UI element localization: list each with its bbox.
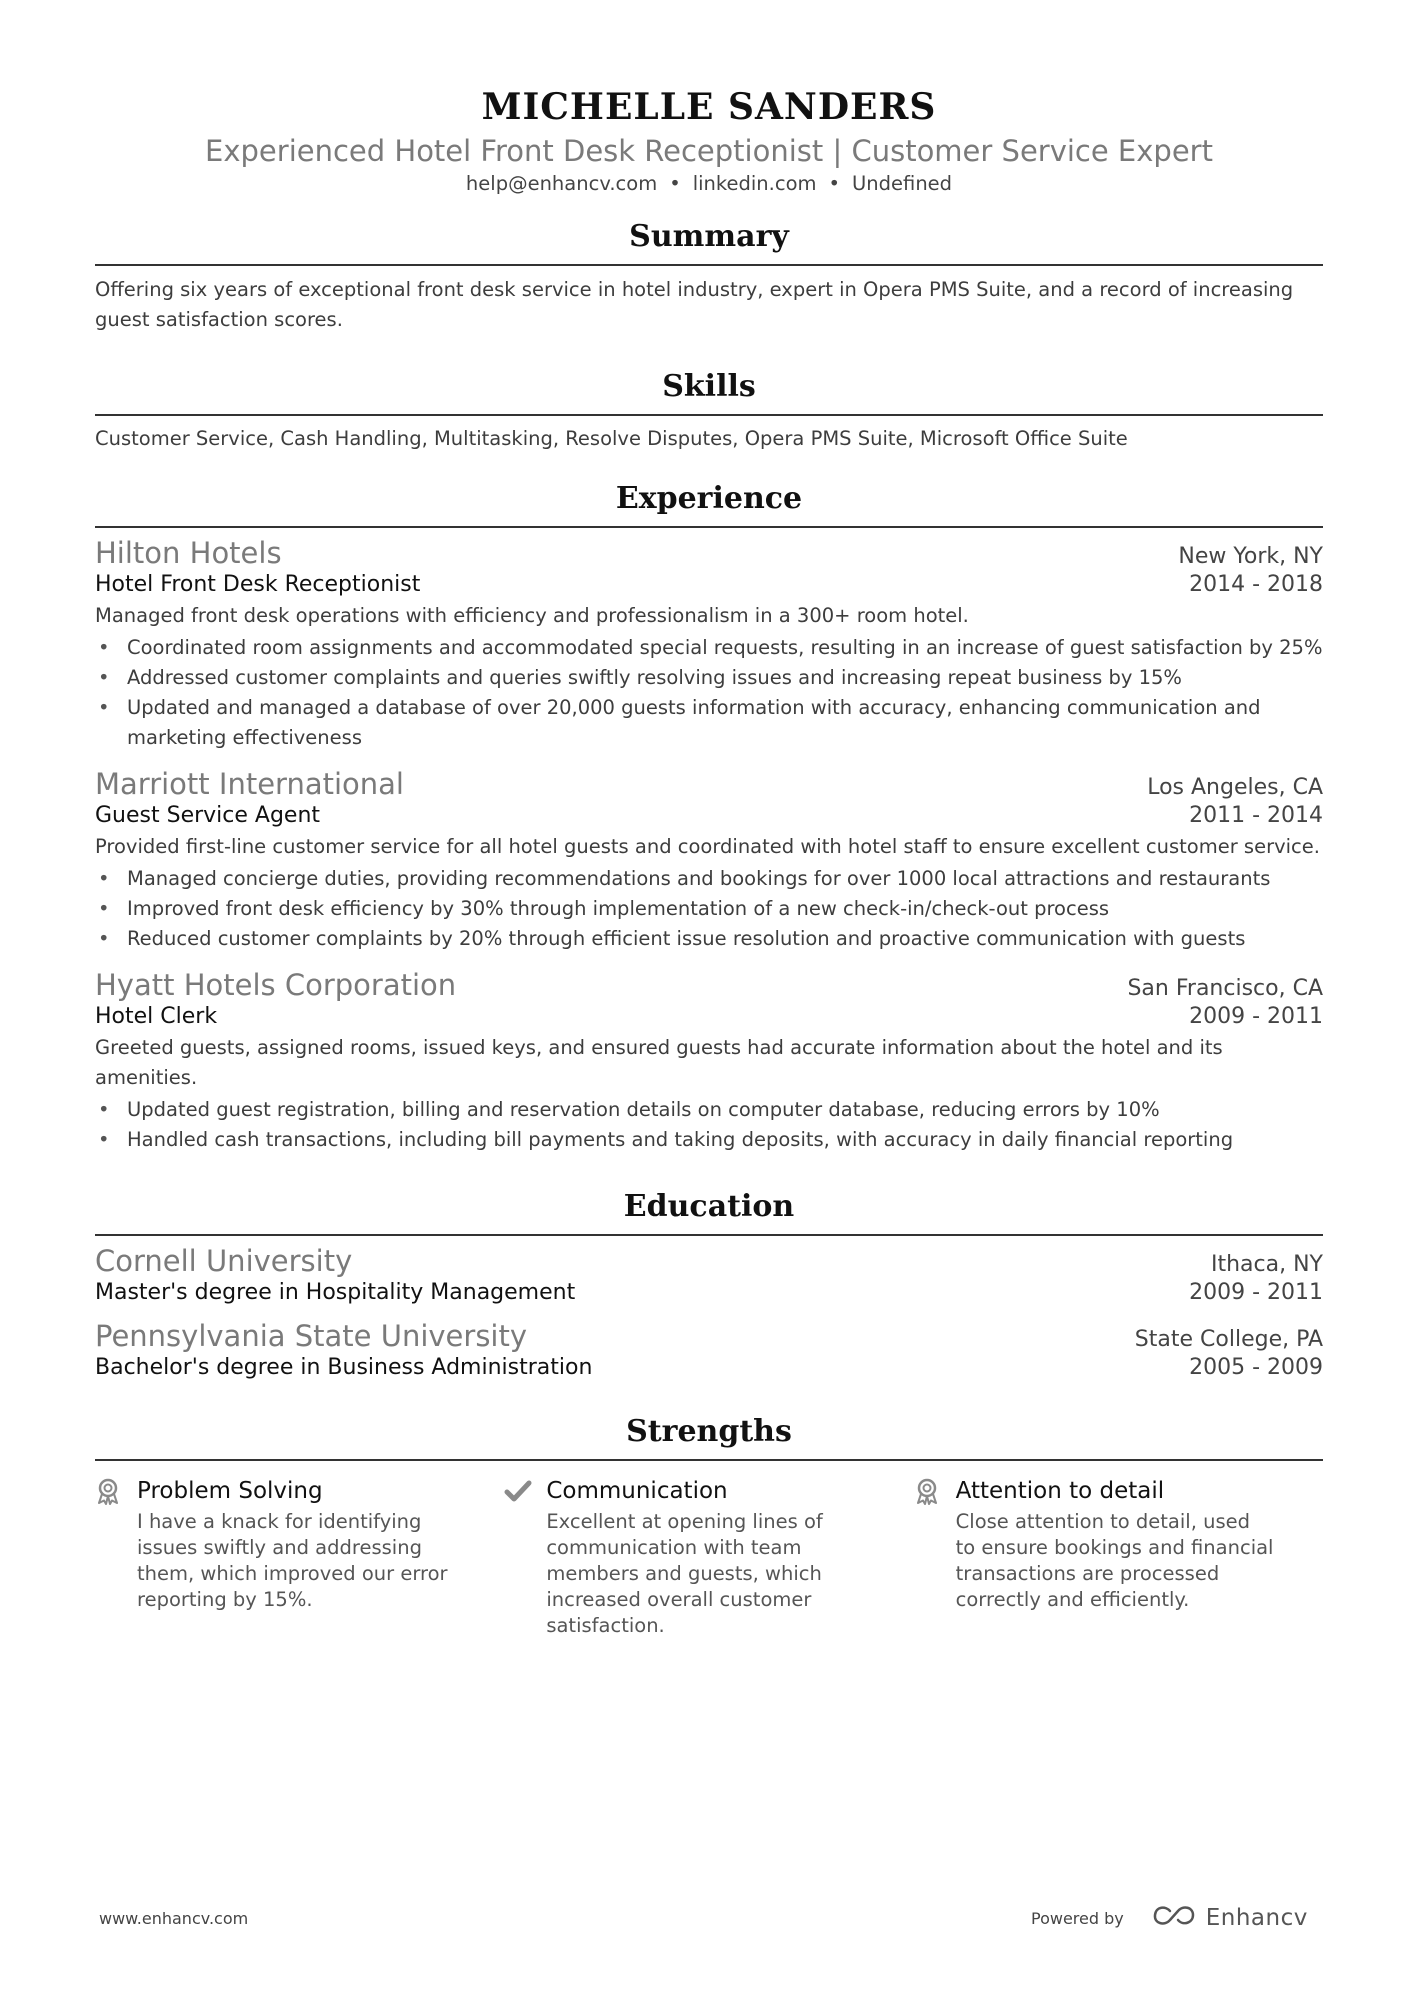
job-achievements: [95, 864, 1323, 954]
job-role: Hotel Front Desk Receptionist: [95, 572, 421, 597]
job-achievements: [95, 1095, 1323, 1155]
footer-branding[interactable]: [1031, 1903, 1308, 1933]
footer-website[interactable]: www.enhancv.com: [99, 1909, 249, 1928]
job-description: Provided first-line customer service for all hotel guests and coordinated with hotel staff to ensure excellent customer service.: [95, 835, 1320, 858]
experience-entry: [95, 968, 1323, 1155]
contact-email[interactable]: help@enhancv.com: [465, 172, 658, 195]
summary-section: [95, 219, 1323, 335]
school-location: Ithaca, NY: [1211, 1252, 1323, 1277]
job-dates: 2011 - 2014: [1189, 803, 1323, 828]
experience-entry: [95, 536, 1323, 753]
entry-header: [95, 1319, 1323, 1353]
job-description: Greeted guests, assigned rooms, issued keys, and ensured guests had accurate information about the hotel and its amenities.: [95, 1036, 1223, 1089]
strength-description: Close attention to detail, used to ensure bookings and financial transactions are processed correctly and efficiently.: [955, 1510, 1274, 1611]
company-name: Hyatt Hotels Corporation: [95, 968, 457, 1002]
powered-by-label: Powered by: [1031, 1908, 1124, 1928]
entry-subheader: [95, 1280, 1323, 1305]
school-name: Cornell University: [95, 1244, 353, 1278]
resume-page: [95, 0, 1323, 1639]
entry-subheader: [95, 572, 1323, 597]
achievement-item: • Updated and managed a database of over 20,000 guests information with accuracy, enhancing communication and marketing effectiveness: [95, 693, 1323, 753]
achievement-item: • Improved front desk efficiency by 30% through implementation of a new check-in/check-out process: [95, 894, 1323, 924]
achievement-item: • Coordinated room assignments and accommodated special requests, resulting in an increase of guest satisfaction by 25%: [95, 633, 1323, 663]
award-icon: [95, 1475, 137, 1639]
achievement-item: • Handled cash transactions, including bill payments and taking deposits, with accuracy in daily financial reporting: [95, 1125, 1323, 1155]
section-heading-education: Education: [95, 1189, 1323, 1236]
company-name: Hilton Hotels: [95, 536, 282, 570]
job-location: Los Angeles, CA: [1147, 775, 1323, 800]
strength-item: [95, 1475, 504, 1639]
separator-dot: •: [669, 172, 681, 195]
skills-text: Customer Service, Cash Handling, Multitasking, Resolve Disputes, Opera PMS Suite, Microsoft Office Suite: [95, 427, 1128, 450]
entry-header: [95, 968, 1323, 1002]
education-section: [95, 1189, 1323, 1380]
check-icon: [504, 1475, 546, 1639]
school-location: State College, PA: [1134, 1327, 1323, 1352]
achievement-item: • Managed concierge duties, providing recommendations and bookings for over 1000 local attractions and restaurants: [95, 864, 1323, 894]
contact-line: [95, 172, 1323, 195]
achievement-item: • Updated guest registration, billing and reservation details on computer database, reducing errors by 10%: [95, 1095, 1323, 1125]
strength-description: Excellent at opening lines of communication with team members and guests, which increased overall customer satisfaction.: [546, 1510, 823, 1637]
entry-subheader: [95, 803, 1323, 828]
education-dates: 2005 - 2009: [1189, 1355, 1323, 1380]
degree: Bachelor's degree in Business Administration: [95, 1355, 593, 1380]
job-role: Hotel Clerk: [95, 1004, 218, 1029]
achievement-item: • Addressed customer complaints and queries swiftly resolving issues and increasing repeat business by 15%: [95, 663, 1323, 693]
skills-section: [95, 369, 1323, 454]
candidate-name: MICHELLE SANDERS: [481, 86, 937, 128]
entry-subheader: [95, 1355, 1323, 1380]
strength-item: [504, 1475, 913, 1639]
job-location: San Francisco, CA: [1127, 976, 1323, 1001]
school-name: Pennsylvania State University: [95, 1319, 528, 1353]
education-entry: [95, 1244, 1323, 1305]
brand-name: Enhancv: [1205, 1905, 1308, 1931]
entry-header: [95, 767, 1323, 801]
company-name: Marriott International: [95, 767, 404, 801]
job-achievements: [95, 633, 1323, 753]
section-heading-skills: Skills: [95, 369, 1323, 416]
job-role: Guest Service Agent: [95, 803, 321, 828]
summary-text: Offering six years of exceptional front desk service in hotel industry, expert in Opera PMS Suite, and a record of increasing guest satisfaction scores.: [95, 278, 1294, 331]
strengths-section: [95, 1414, 1323, 1639]
entry-header: [95, 1244, 1323, 1278]
enhancv-logo-icon: [1150, 1903, 1198, 1933]
strength-item: [914, 1475, 1323, 1639]
contact-location: Undefined: [852, 172, 953, 195]
contact-linkedin[interactable]: linkedin.com: [692, 172, 817, 195]
section-heading-strengths: Strengths: [95, 1414, 1323, 1461]
strength-title: Problem Solving: [137, 1478, 323, 1504]
achievement-item: • Reduced customer complaints by 20% through efficient issue resolution and proactive communication with guests: [95, 924, 1323, 954]
candidate-title: Experienced Hotel Front Desk Receptionist | Customer Service Expert: [205, 134, 1213, 168]
education-dates: 2009 - 2011: [1189, 1280, 1323, 1305]
strength-title: Attention to detail: [955, 1478, 1165, 1504]
experience-entry: [95, 767, 1323, 954]
degree: Master's degree in Hospitality Management: [95, 1280, 576, 1305]
strength-description: I have a knack for identifying issues swiftly and addressing them, which improved our error reporting by 15%.: [137, 1510, 448, 1611]
experience-section: [95, 481, 1323, 1155]
job-dates: 2014 - 2018: [1189, 572, 1323, 597]
strengths-grid: [95, 1475, 1323, 1639]
job-dates: 2009 - 2011: [1189, 1004, 1323, 1029]
section-heading-summary: Summary: [95, 219, 1323, 266]
education-entry: [95, 1319, 1323, 1380]
entry-subheader: [95, 1004, 1323, 1029]
section-heading-experience: Experience: [95, 481, 1323, 528]
strength-title: Communication: [546, 1478, 728, 1504]
job-location: New York, NY: [1178, 544, 1323, 569]
separator-dot: •: [828, 172, 841, 195]
award-icon: [914, 1475, 956, 1639]
entry-header: [95, 536, 1323, 570]
job-description: Managed front desk operations with efficiency and professionalism in a 300+ room hotel.: [95, 604, 969, 627]
resume-header: [95, 86, 1323, 195]
